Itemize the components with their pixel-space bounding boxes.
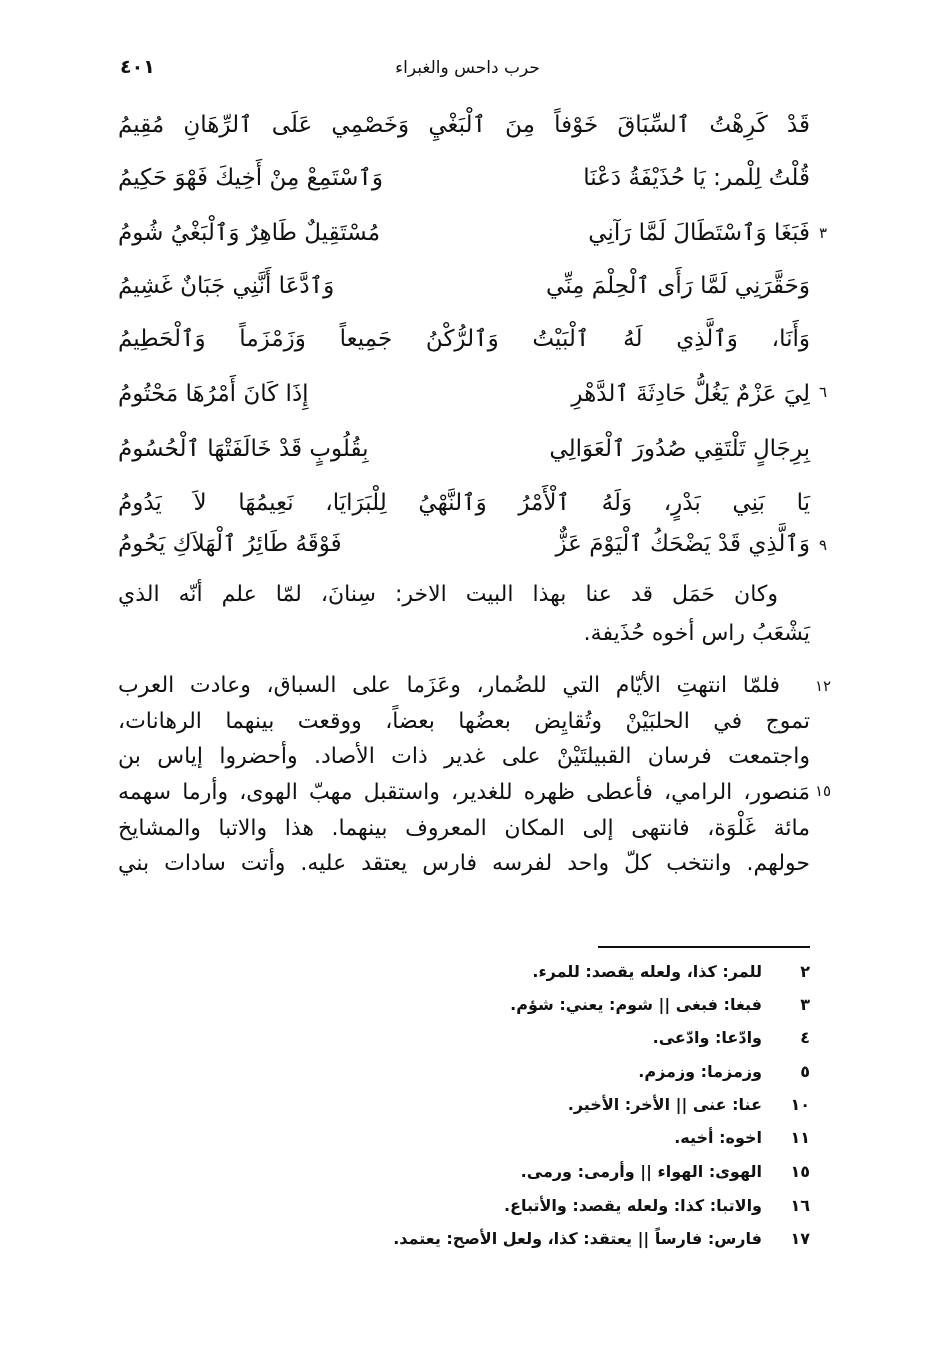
verse-line <box>118 381 810 407</box>
hemistich-second: وَٱسْتَمِعْ مِنْ أَخِيكَ فَهْوَ حَكِيمُ <box>118 165 383 191</box>
footnote <box>393 1229 810 1248</box>
footnote <box>674 1128 810 1147</box>
page-number: ٤٠١ <box>120 56 155 78</box>
footnote-text: اخوه: أخيه. <box>674 1128 762 1147</box>
footnote-text: عنا: عنى || الأخر: الأخير. <box>567 1095 762 1114</box>
line-number: ٣ <box>818 224 828 242</box>
footnote-text: الهوى: الهواء || وأرمى: ورمى. <box>520 1162 762 1181</box>
hemistich-first: وَحَقَّرَنِي لَمَّا رَأَى ٱلْحِلْمَ مِنِّي <box>546 273 810 299</box>
footnote-number: ٤ <box>800 1028 810 1047</box>
line-number: ١٥ <box>814 782 832 800</box>
prose-line: يَشْعَبُ راس أخوه حُذَيفة. <box>583 621 810 646</box>
verse-line <box>118 165 810 191</box>
hemistich-first: بِرِجَالٍ تَلْتَقِي صُدُورَ ٱلْعَوَالِي <box>549 436 810 462</box>
verse-line <box>118 531 810 557</box>
hemistich-first: فَبَغَا وَٱسْتَطَالَ لَمَّا رَآنِي <box>588 220 810 246</box>
line-number: ١٢ <box>814 677 832 695</box>
hemistich-second: فَوْقَهُ طَائِرُ ٱلْهَلاَكِ يَحُومُ <box>118 531 342 557</box>
footnote-number: ١٦ <box>790 1196 810 1215</box>
prose-line: تموج في الحلبَيْنْ وتُقايِض بعضُها بعضاً، ووقعت بينهما الرهانات، <box>118 709 810 734</box>
footnote-number: ١١ <box>790 1128 810 1147</box>
hemistich-first: وَٱلَّذِي قَدْ يَضْحَكُ ٱلْيَوْمَ عَزٌّ <box>555 531 810 557</box>
footnote-text: فبغا: فبغى || شوم: يعني: شؤم. <box>510 995 762 1014</box>
verse-line <box>118 273 810 299</box>
footnote-number: ١٠ <box>790 1095 810 1114</box>
footnote-number: ١٧ <box>790 1229 810 1248</box>
line-number: ٩ <box>818 536 828 554</box>
footnote <box>504 1196 810 1215</box>
verse-line <box>118 490 810 516</box>
verse-line <box>118 436 810 462</box>
footnote <box>638 1062 810 1081</box>
hemistich-second: بِقُلُوبٍ قَدْ خَالَفَتْهَا ٱلْحُسُومُ <box>118 436 369 462</box>
prose-line: واجتمعت فرسان القبيلتَيْنْ على غدير ذات الأصاد. وأحضروا إياس بن <box>118 744 810 769</box>
running-header-title: حرب داحس والغبراء <box>395 58 540 78</box>
prose-line: وكان حَمَل قد عنا بهذا البيت الاخر: سِنانَ، لمّا علم أنّه الذي <box>118 582 778 607</box>
footnote-number: ١٥ <box>790 1162 810 1181</box>
footnote <box>653 1028 810 1047</box>
verse-line <box>118 326 810 352</box>
line-number: ٦ <box>818 383 828 401</box>
hemistich-second: إِذَا كَانَ أَمْرُهَا مَحْتُومُ <box>118 381 309 407</box>
prose-line: حولهم. وانتخب كلّ واحد لفرسه فارس يعتقد عليه. وأتت سادات بني <box>118 851 810 876</box>
footnote <box>521 1162 810 1181</box>
footnote-number: ٢ <box>800 962 810 981</box>
verse-line <box>118 220 810 246</box>
footnote <box>568 1095 810 1114</box>
footnote-text: وادّعا: وادّعى. <box>652 1028 762 1047</box>
footnote-text: فارس: فارساً || يعتقد: كذا، ولعل الأصح: يعتمد. <box>393 1229 762 1248</box>
footnote-text: للمر: كذا، ولعله يقصد: للمرء. <box>532 962 762 981</box>
footnote-text: وزمزما: وزمزم. <box>638 1062 762 1081</box>
hemistich-first: لِيَ عَزْمٌ يَغُلُّ حَادِثَةَ ٱلدَّهْرِ <box>571 381 810 407</box>
prose-line: مائة غَلْوَة، فانتهى إلى المكان المعروف بينهما. هذا والاتبا والمشايخ <box>118 816 810 841</box>
verse-text: قَدْ كَرِهْتُ ٱلسِّبَاقَ خَوْفاً مِنَ ٱلْبَغْيِ وَخَصْمِي عَلَى ٱلرِّهَانِ مُقِيمُ <box>118 112 810 138</box>
prose-line: مَنصور، الرامي، فأعطى ظهره للغدير، واستقبل مهبّ الهوى، وأرما سهمه <box>118 780 810 805</box>
verse-text: يَا بَنِي بَدْرٍ، وَلَهُ ٱلْأَمْرُ وَٱلنَّهْيُ لِلْبَرَايَا، نَعِيمُهَا لاَ يَدُومُ <box>118 490 810 516</box>
verse-line <box>118 112 810 138</box>
hemistich-second: مُسْتَقِيلٌ طَاهِرٌ وَٱلْبَغْيُ شُومُ <box>118 220 381 246</box>
verse-text: وَأَنَا، وَٱلَّذِي لَهُ ٱلْبَيْتُ وَٱلرُّكْنُ جَمِيعاً وَزَمْزَماً وَٱلْحَطِيمُ <box>118 326 810 352</box>
footnote <box>532 962 810 981</box>
footnote-number: ٣ <box>800 995 810 1014</box>
footnote <box>510 995 810 1014</box>
footnote-divider <box>598 946 810 948</box>
footnote-text: والاتبا: كذا: ولعله يقصد: والأتباع. <box>503 1196 762 1215</box>
hemistich-first: قُلْتُ لِلْمر: يَا حُذَيْفَةُ دَعْنَا <box>583 165 810 191</box>
prose-line: فلمّا انتهتِ الأيّام التي للضُمار، وعَزَما على السباق، وعادت العرب <box>118 673 780 698</box>
footnote-number: ٥ <box>800 1062 810 1081</box>
hemistich-second: وَٱدَّعَا أَنَّنِي جَبَانٌ غَشِيمُ <box>118 273 335 299</box>
